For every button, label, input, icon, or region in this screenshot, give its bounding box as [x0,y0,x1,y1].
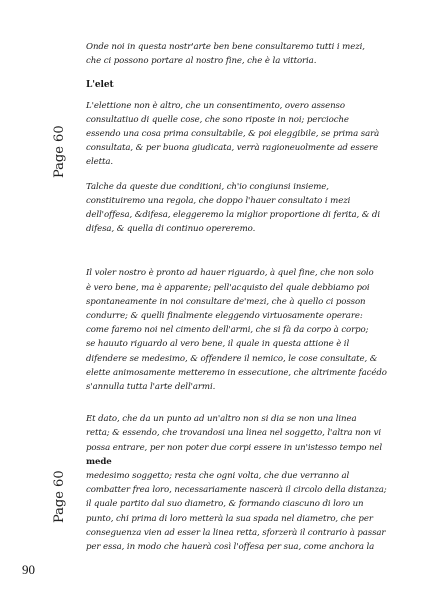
text-line: il quale partito dal suo diametro, & formando ciascuno di loro un [86,499,364,510]
spacer [86,246,402,266]
text-line: per essa, in modo che hauerà così l'offesa per sua, come anchora la [86,542,375,553]
paragraph-talche [86,180,402,237]
text-line: retta; & essendo, che trovandosi una linea nel soggetto, l'altra non vi [86,428,381,439]
text-line: condurre; & quelli finalmente eleggendo virtuosamente operare: [86,311,363,322]
text-line: se hauuto riguardo al vero bene, il quale in questa attione è il [86,339,350,350]
text-line: che ci possono portare al nostro fine, che è la vittoria. [86,56,317,67]
margin-label-page-60-bottom: Page 60 [52,470,67,523]
text-line: elette animosamente metteremo in essecutione, che altrimente facédo [86,367,387,378]
text-line: Il voler nostro è pronto ad hauer riguardo, à quel fine, che non solo [86,268,374,279]
text-line: medesimo soggetto; resta che ogni volta, che due verranno al [86,471,350,482]
paragraph-medesimo [86,469,402,554]
text-line: L'elettione non è altro, che un consentimento, overo assenso [86,100,345,111]
text-line: possa entrare, per non poter due corpi essere in un'istesso tempo nel [86,442,383,453]
text-line: difesa, & quella di continuo opereremo. [86,224,256,235]
text-line: punto, chi prima di loro metterà la sua spada nel diametro, che per [86,513,373,524]
text-line: spontaneamente in noi consultare de'mezi, che à quello ci posson [86,296,366,307]
text-line: Onde noi in questa nostr'arte ben bene consultaremo tutti i mezi, [86,42,365,52]
text-line: è vero bene, ma è apparente; pell'acquisto del quale debbiamo poi [86,282,370,293]
paragraph-intro [86,40,402,68]
text-line: Et dato, che da un punto ad un'altro non si dia se non una linea [86,414,357,425]
text-line: consultata, & per buona giudicata, verrà ragioneuolmente ad essere [86,143,378,154]
spacer [86,404,402,412]
paragraph-et-dato [86,412,402,455]
text-line: dell'offesa, &difesa, eleggeremo la miglior proportione di ferita, & di [86,210,380,221]
paragraph-voler [86,266,402,394]
section-heading-elet: L'elet [86,80,114,91]
text-line: difendere se medesimo, & offendere il nemico, le cose consultate, & [86,353,378,364]
page-number: 90 [22,562,35,577]
text-line: consultatiuo di quelle cose, che sono riposte in noi; percioche [86,114,349,125]
text-line: conseguenza vien ad esser la linea retta, sforzerà il contrario à passar [86,527,386,538]
margin-label-page-60-top: Page 60 [52,125,67,178]
text-line: constituiremo una regola, che doppo l'hauer consultato i mezi [86,195,351,206]
text-line: come faremo noi nel cimento dell'armi, che si fà da corpo à corpo; [86,325,369,336]
text-line: Talche da queste due conditioni, ch'io congiunsi insieme, [86,181,329,192]
paragraph-elettione [86,99,402,170]
catchword-mede: mede [86,456,112,467]
text-line: s'annulla tutta l'arte dell'armi. [86,382,216,393]
text-line: combatter frea loro, necessariamente nascerà il circolo della distanza; [86,485,387,496]
body-text [86,40,402,564]
text-line: eletta. [86,157,113,168]
text-line: essendo una cosa prima consultabile, & poi eleggibile, se prima sarà [86,129,380,140]
